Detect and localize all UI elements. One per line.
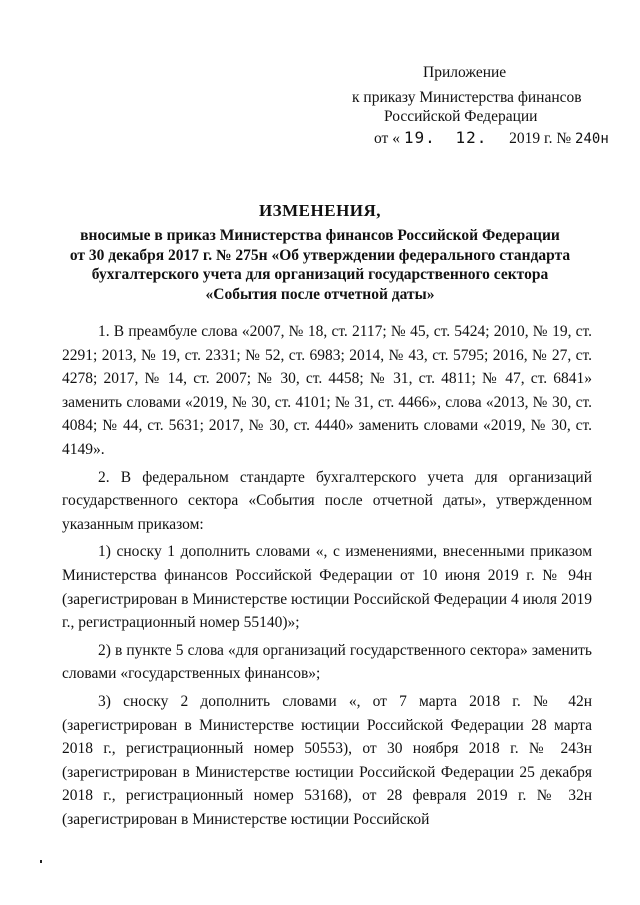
date-prefix: от « <box>374 130 400 147</box>
date-month: 12. <box>455 128 488 147</box>
document-title <box>60 200 580 304</box>
order-number: 240н <box>575 131 609 147</box>
title-line-1: вносимые в приказ Министерства финансов Российской Федерации <box>80 227 560 244</box>
title-line-3: бухгалтерского учета для организаций государственного сектора <box>91 266 549 283</box>
date-year: 2019 г. № <box>509 130 572 147</box>
paragraph-5: 3) сноску 2 дополнить словами «, от 7 марта 2018 г. № 42н (зарегистрирован в Министерстве юстиции Российской Федерации 28 марта 2018 г., регистрационный номер 50553), от 30 ноября 2018 г. № 243н (зарегистрирован в Министерстве юстиции Российской Федерации 25 декабря 2018 г., регистрационный номер 53168), от 28 февраля 2019 г. № 32н (зарегистрирован в Министерстве юстиции Российской <box>62 692 592 828</box>
appendix-label: Приложение <box>423 64 507 81</box>
title-heading: ИЗМЕНЕНИЯ, <box>258 201 382 220</box>
title-line-2: от 30 декабря 2017 г. № 275н «Об утверждении федерального стандарта <box>69 246 571 264</box>
title-line-4: «События после отчетной даты» <box>205 285 435 303</box>
paragraph-2: 2. В федеральном стандарте бухгалтерского учета для организаций государственного сектора «События после отчетной даты», утвержденном указанным приказом: <box>62 468 592 533</box>
paragraph-4: 2) в пункте 5 слова «для организаций государственного сектора» заменить словами «государственных финансов»; <box>62 641 592 683</box>
appendix-date-line <box>374 127 609 150</box>
document-body <box>62 320 592 835</box>
scan-speck <box>40 860 42 863</box>
appendix-ministry: Российской Федерации <box>384 108 538 125</box>
date-day: 19. <box>403 128 436 147</box>
paragraph-3: 1) сноску 1 дополнить словами «, с изменениями, внесенными приказом Министерства финансов Российской Федерации от 10 июня 2019 г. № 94н (зарегистрирован в Министерстве юстиции Российской Федерации 4 июля 2019 г., регистрационный номер 55140)»; <box>62 543 592 632</box>
appendix-order-ref: к приказу Министерства финансов <box>352 89 582 106</box>
paragraph-1: 1. В преамбуле слова «2007, № 18, ст. 2117; № 45, ст. 5424; 2010, № 19, ст. 2291; 2013, № 19, ст. 2331; № 52, ст. 6983; 2014, № 43, ст. 5795; 2016, № 27, ст. 4278; 2017, № 14, ст. 2007; № 30, ст. 4458; № 31, ст. 4811; № 47, ст. 6841» заменить словами «2019, № 30, ст. 4101; № 31, ст. 4466», слова «2013, № 30, ст. 4084; № 44, ст. 5631; 2017, № 30, ст. 4440» заменить словами «2019, № 30, ст. 4149». <box>62 323 592 458</box>
